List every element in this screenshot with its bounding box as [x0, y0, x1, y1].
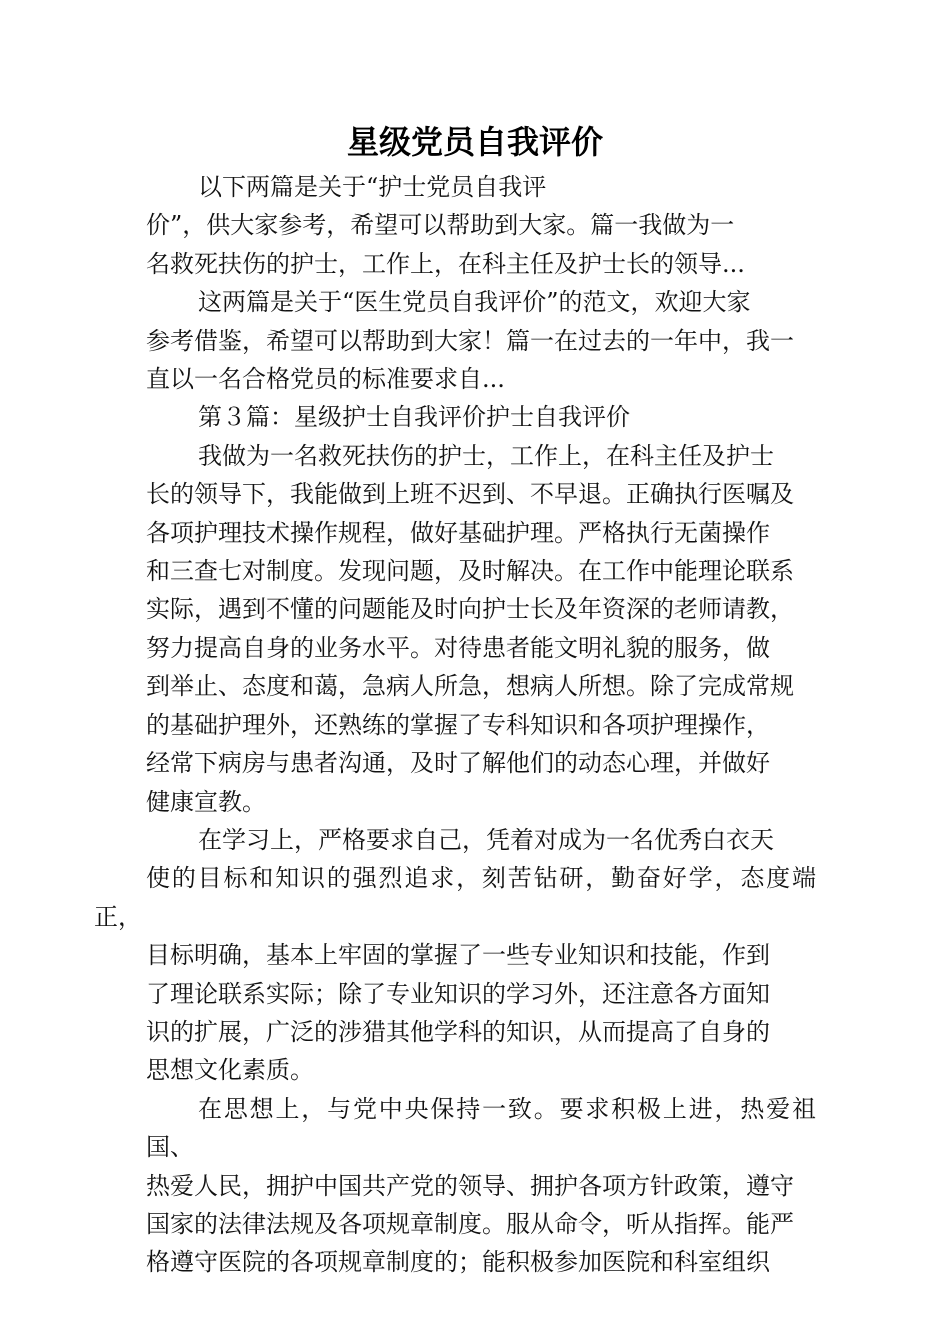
- text-line: 第３篇：星级护士自我评价护士自我评价: [198, 403, 630, 432]
- text-line: 长的领导下，我能做到上班不迟到、不早退。正确执行医嘱及: [146, 480, 794, 509]
- text-line: 识的扩展，广泛的涉猎其他学科的知识，从而提高了自身的: [146, 1017, 770, 1046]
- text-line: 国家的法律法规及各项规章制度。服从命令，听从指挥。能严: [146, 1209, 794, 1238]
- text-line: 的基础护理外，还熟练的掌握了专科知识和各项护理操作，: [146, 710, 770, 739]
- text-line: 努力提高自身的业务水平。对待患者能文明礼貌的服务，做: [146, 633, 770, 662]
- text-line: 到举止、态度和蔼，急病人所急，想病人所想。除了完成常规: [146, 672, 794, 701]
- text-line: 在思想上，与党中央保持一致。要求积极上进，热爱祖国、: [146, 1094, 816, 1162]
- text-line: 各项护理技术操作规程，做好基础护理。严格执行无菌操作: [146, 518, 770, 547]
- text-line: 经常下病房与患者沟通，及时了解他们的动态心理，并做好: [146, 749, 770, 778]
- text-line: 在学习上，严格要求自己，凭着对成为一名优秀白衣天: [198, 825, 774, 854]
- text-line: 格遵守医院的各项规章制度的；能积极参加医院和科室组织: [146, 1248, 770, 1277]
- text-line: 思想文化素质。: [146, 1056, 314, 1085]
- text-line: 名救死扶伤的护士，工作上，在科主任及护士长的领导...: [146, 249, 745, 278]
- paragraph-intro-nurse: [146, 168, 816, 283]
- text-line: 我做为一名救死扶伤的护士，工作上，在科主任及护士: [198, 441, 774, 470]
- text-line: 了理论联系实际；除了专业知识的学习外，还注意各方面知: [146, 979, 770, 1008]
- text-line: 直以一名合格党员的标准要求自...: [146, 365, 505, 394]
- text-line: 以下两篇是关于“护士党员自我评: [198, 173, 547, 201]
- text-line: 参考借鉴，希望可以帮助到大家！篇一在过去的一年中，我一: [146, 326, 794, 355]
- paragraph-thought: [146, 1090, 816, 1282]
- text-line: 和三查七对制度。发现问题，及时解决。在工作中能理论联系: [146, 557, 794, 586]
- paragraph-intro-doctor: [146, 283, 816, 398]
- text-line: 热爱人民，拥护中国共产党的领导、拥护各项方针政策，遵守: [146, 1171, 794, 1200]
- text-line: 目标明确，基本上牢固的掌握了一些专业知识和技能，作到: [146, 941, 770, 970]
- document-body: [94, 168, 816, 1282]
- paragraph-study: [94, 821, 816, 1090]
- text-line: 价”，供大家参考，希望可以帮助到大家。篇一我做为一: [146, 211, 735, 240]
- text-line: 健康宣教。: [146, 787, 266, 816]
- text-line: 这两篇是关于“医生党员自我评价”的范文，欢迎大家: [198, 288, 751, 317]
- page-title: 星级党员自我评价: [346, 123, 603, 161]
- section-heading: [146, 398, 816, 436]
- text-line: 使的目标和知识的强烈追求，刻苦钻研，勤奋好学，态度端正，: [94, 864, 816, 931]
- text-line: 实际，遇到不懂的问题能及时向护士长及年资深的老师请教，: [146, 595, 794, 624]
- paragraph-work: [146, 437, 816, 821]
